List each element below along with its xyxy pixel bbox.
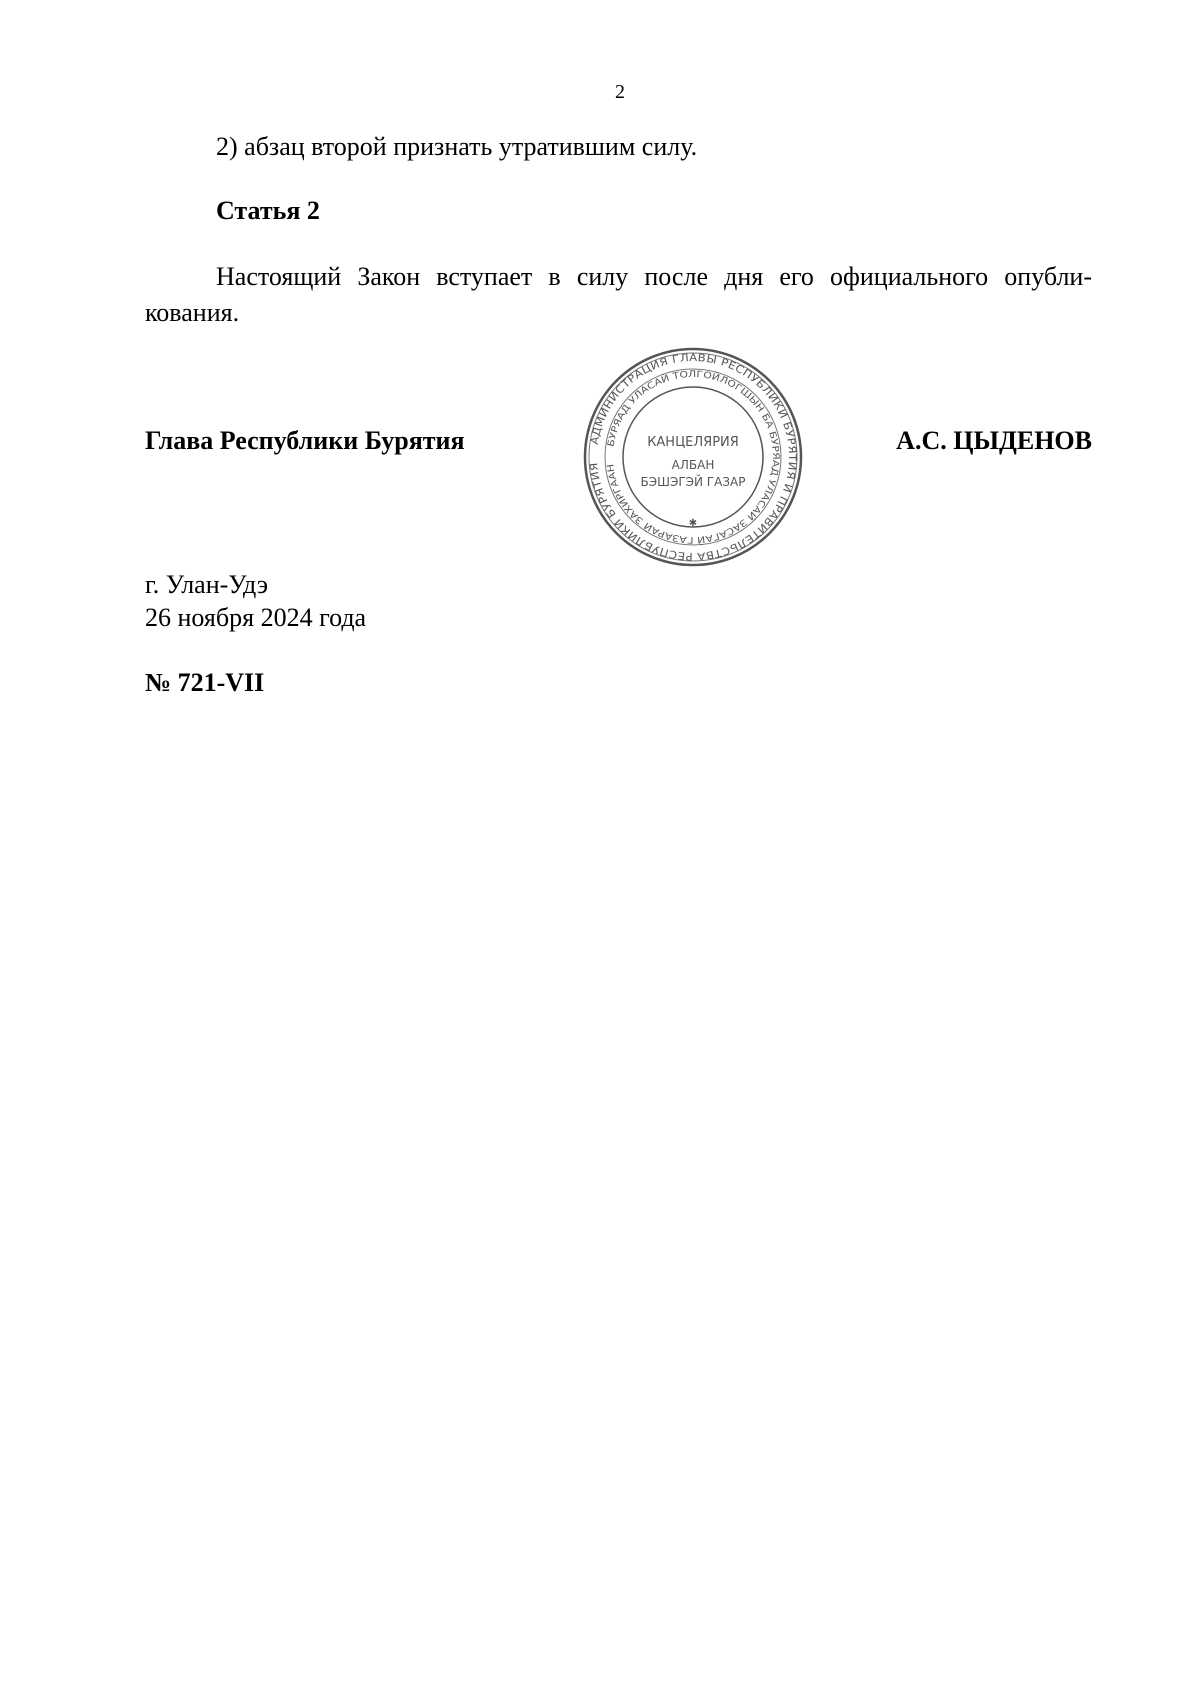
seal-star-icon: ✱ bbox=[688, 518, 698, 529]
seal-inner-text: БУРЯАД УЛАСАЙ ТОЛГОЙЛОГШЫН БА БУРЯАД УЛАСАЙ ЗАСАГАЙ ГАЗАРАЙ ЗАХИРГААН bbox=[606, 369, 781, 545]
seal-center-line-2: АЛБАН bbox=[671, 458, 715, 472]
amendment-item: 2) абзац второй признать утратившим силу. bbox=[216, 132, 698, 161]
article-heading: Статья 2 bbox=[216, 196, 320, 225]
place-of-signing: г. Улан-Удэ bbox=[145, 570, 269, 599]
signer-name: А.С. ЦЫДЕНОВ bbox=[896, 426, 1092, 455]
official-seal bbox=[582, 346, 804, 568]
law-number: № 721-VII bbox=[145, 668, 265, 697]
page-number: 2 bbox=[615, 81, 625, 103]
article-text-line-1: Настоящий Закон вступает в силу после дня его официального опубли- bbox=[216, 262, 1092, 291]
seal-center-line-1: КАНЦЕЛЯРИЯ bbox=[647, 435, 739, 450]
seal-outer-text: АДМИНИСТРАЦИЯ ГЛАВЫ РЕСПУБЛИКИ БУРЯТИЯ И ПРАВИТЕЛЬСТВА РЕСПУБЛИКИ БУРЯТИЯ bbox=[588, 351, 799, 563]
signer-position: Глава Республики Бурятия bbox=[145, 426, 465, 455]
seal-center-line-3: БЭШЭГЭЙ ГАЗАР bbox=[640, 475, 746, 489]
article-text-line-2: кования. bbox=[145, 298, 240, 327]
signing-date: 26 ноября 2024 года bbox=[145, 603, 367, 632]
